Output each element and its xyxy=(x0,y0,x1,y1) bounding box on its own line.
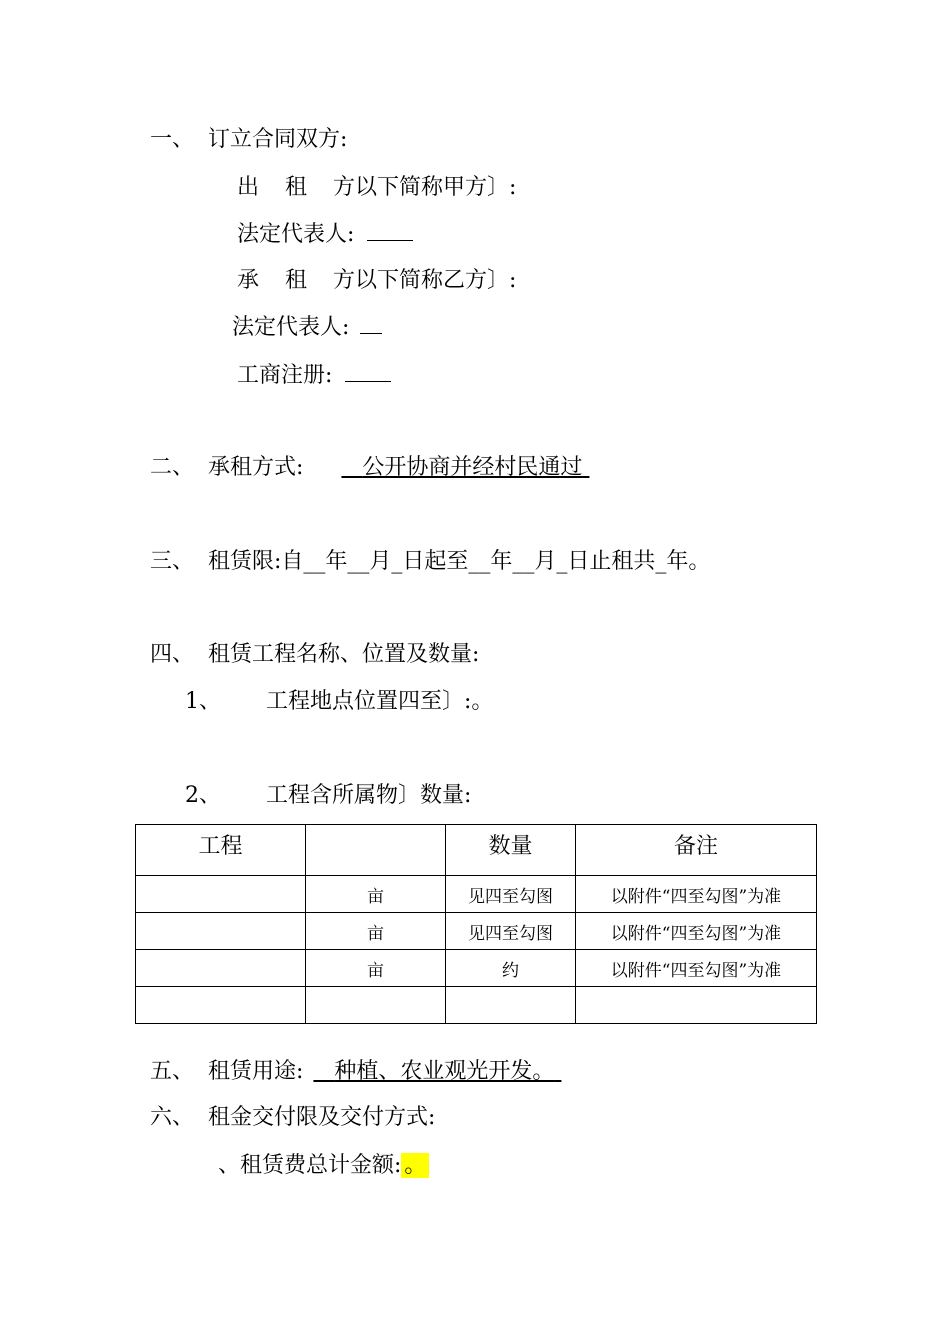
table-cell: 以附件“四至勾图”为准 xyxy=(576,876,817,913)
table-cell: 以附件“四至勾图”为准 xyxy=(576,950,817,987)
section-number: 三、 xyxy=(150,549,195,574)
section-number: 四、 xyxy=(150,642,195,667)
table-header-row xyxy=(136,825,817,876)
total-rent-line xyxy=(218,1152,429,1180)
lessee-line xyxy=(237,267,516,295)
table-row xyxy=(136,876,817,913)
lease-method-text: 公开协商并经村民通过 xyxy=(362,455,583,480)
table-cell xyxy=(136,913,306,950)
lease-term-text: 租赁限:自__年__月_日起至__年__月_日止租共_年。 xyxy=(208,549,711,574)
business-registration xyxy=(237,362,391,390)
table-cell xyxy=(446,987,576,1024)
table-cell xyxy=(136,987,306,1024)
lessee-char-1: 承 xyxy=(237,268,260,293)
legal-rep-label: 法定代表人: xyxy=(237,222,355,247)
section-title: 承租方式: xyxy=(208,455,304,480)
lease-method-value xyxy=(341,455,589,480)
subitem-4-2 xyxy=(185,782,471,810)
legal-rep-1 xyxy=(237,221,413,249)
table-cell xyxy=(306,987,446,1024)
legal-rep-blank[interactable] xyxy=(367,222,413,241)
section-title: 租赁用途: xyxy=(208,1059,304,1084)
table-cell: 约 xyxy=(446,950,576,987)
table-header-cell: 工程 xyxy=(136,825,306,876)
table-cell: 亩 xyxy=(306,913,446,950)
section-title: 租金交付限及交付方式: xyxy=(208,1105,436,1130)
section-number: 五、 xyxy=(150,1059,195,1084)
lessee-char-2: 租 xyxy=(285,268,308,293)
total-rent-value[interactable]: 。 xyxy=(401,1153,429,1178)
section-number: 二、 xyxy=(150,455,195,480)
table-header-cell: 备注 xyxy=(576,825,817,876)
subitem-text: 工程地点位置四至〕:。 xyxy=(266,689,494,714)
table-header-cell xyxy=(306,825,446,876)
subitem-number: 1、 xyxy=(185,689,221,714)
legal-rep-2 xyxy=(232,314,382,342)
table-row xyxy=(136,950,817,987)
section-number: 六、 xyxy=(150,1105,195,1130)
section-6-heading xyxy=(150,1104,435,1132)
subitem-number: 2、 xyxy=(185,783,221,808)
registration-label: 工商注册: xyxy=(237,363,333,388)
table-row xyxy=(136,987,817,1024)
registration-blank[interactable] xyxy=(345,363,391,382)
lease-purpose-text: 种植、农业观光开发。 xyxy=(334,1059,555,1084)
table-cell: 见四至勾图 xyxy=(446,876,576,913)
table-cell xyxy=(136,950,306,987)
section-4-heading xyxy=(150,641,479,669)
table-cell xyxy=(136,876,306,913)
section-number: 一、 xyxy=(150,127,195,152)
lessor-char-2: 租 xyxy=(285,175,308,200)
table-header-cell: 数量 xyxy=(446,825,576,876)
table-cell: 亩 xyxy=(306,950,446,987)
legal-rep-blank[interactable] xyxy=(360,315,382,334)
lessor-line xyxy=(237,174,516,202)
table-cell xyxy=(576,987,817,1024)
table-cell: 见四至勾图 xyxy=(446,913,576,950)
items-table xyxy=(135,824,817,1024)
total-rent-label: 、租赁费总计金额: xyxy=(218,1153,402,1178)
section-5-heading xyxy=(150,1058,561,1086)
table-cell: 以附件“四至勾图”为准 xyxy=(576,913,817,950)
table-cell: 亩 xyxy=(306,876,446,913)
lessor-char-1: 出 xyxy=(237,175,260,200)
subitem-4-1 xyxy=(185,688,493,716)
section-1-heading xyxy=(150,126,347,154)
section-2-heading xyxy=(150,454,589,482)
subitem-text: 工程含所属物〕数量: xyxy=(266,783,472,808)
lease-purpose-value xyxy=(313,1059,561,1084)
legal-rep-label: 法定代表人: xyxy=(232,315,350,340)
section-title: 订立合同双方: xyxy=(208,127,348,152)
section-3-heading xyxy=(150,548,710,576)
table-row xyxy=(136,913,817,950)
lessor-label: 方以下简称甲方〕: xyxy=(333,175,517,200)
lessee-label: 方以下简称乙方〕: xyxy=(333,268,517,293)
section-title: 租赁工程名称、位置及数量: xyxy=(208,642,480,667)
